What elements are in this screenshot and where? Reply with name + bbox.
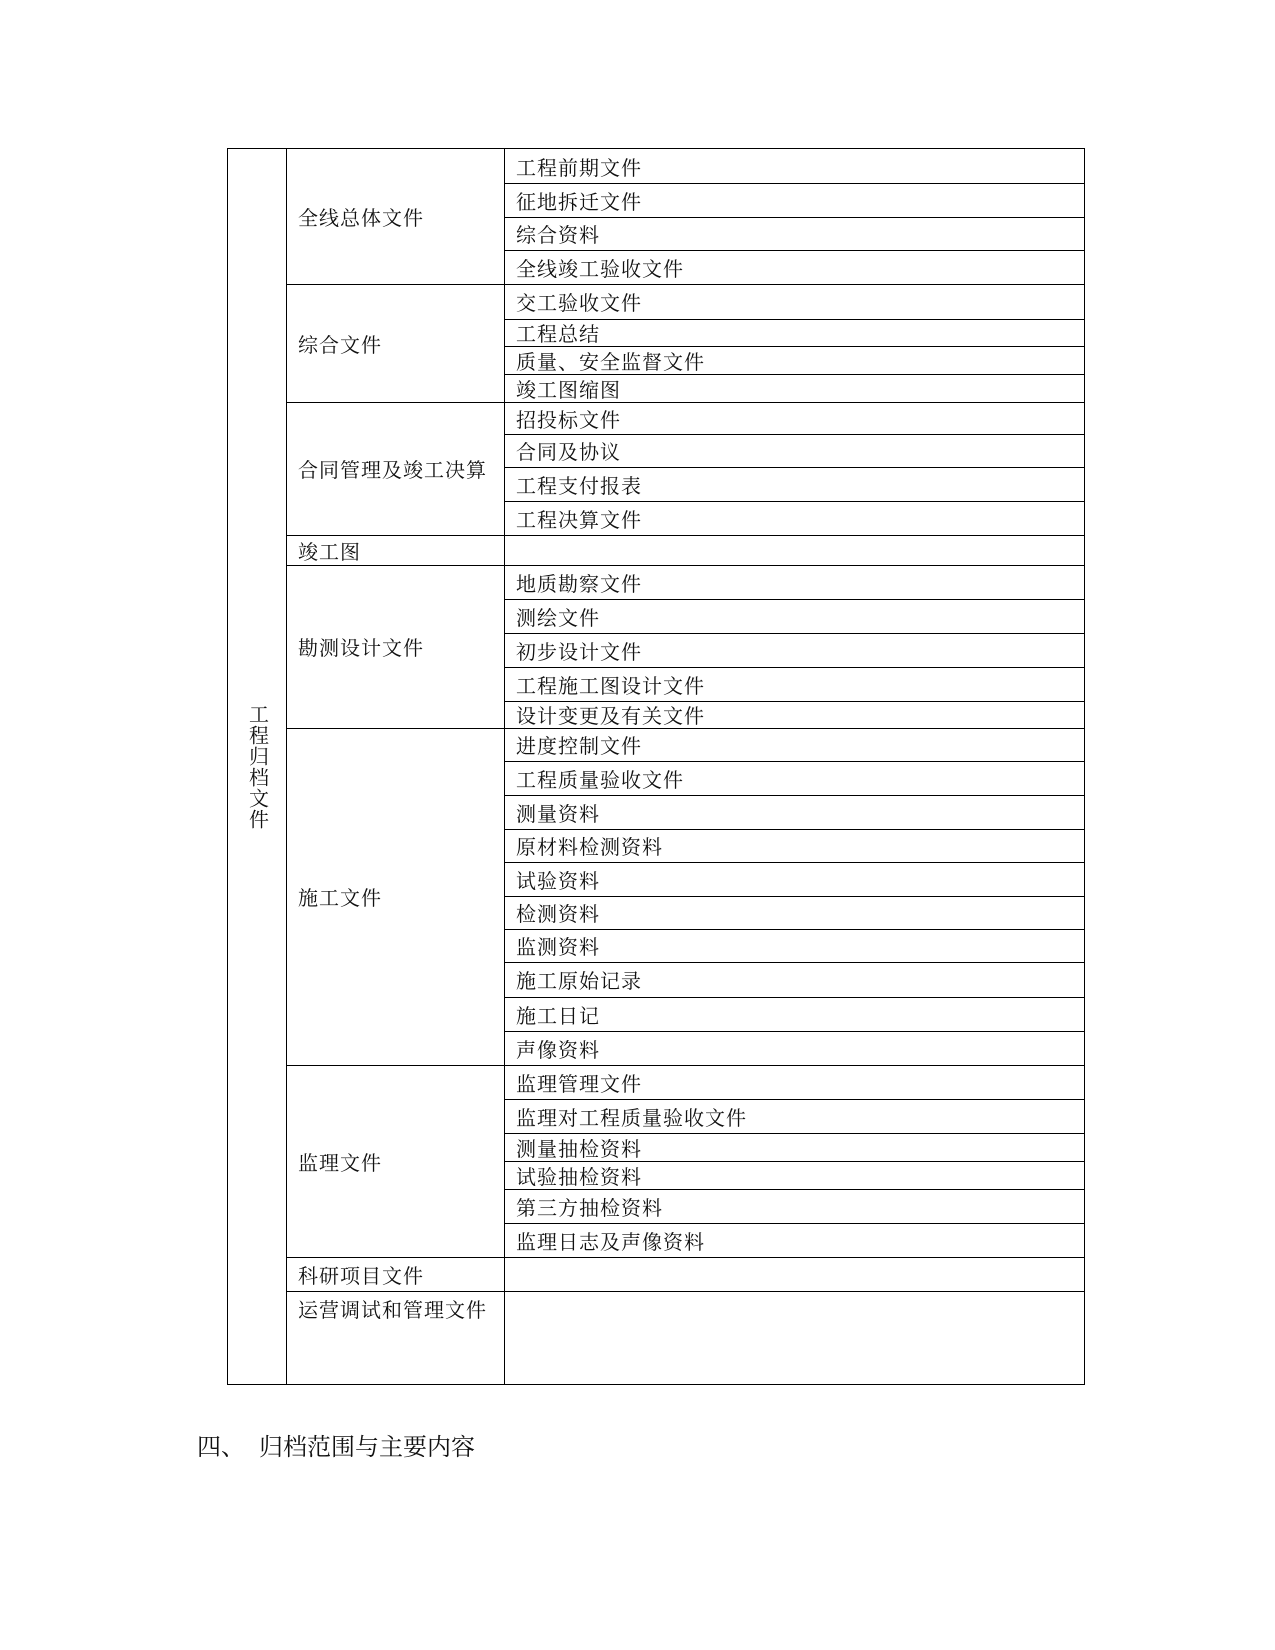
item-label: 原材料检测资料 <box>516 835 663 859</box>
item-cell <box>504 829 1084 862</box>
category-cell <box>286 284 504 402</box>
item-label: 综合资料 <box>516 223 600 247</box>
item-cell <box>504 183 1084 217</box>
item-cell <box>504 434 1084 467</box>
item-label: 地质勘察文件 <box>516 571 642 596</box>
archive-table <box>227 148 1085 1385</box>
item-label: 征地拆迁文件 <box>516 189 642 214</box>
item-label: 工程决算文件 <box>516 507 642 532</box>
item-label: 试验资料 <box>516 868 600 893</box>
item-label: 测绘文件 <box>516 605 600 630</box>
item-label: 第三方抽检资料 <box>516 1195 663 1220</box>
item-label: 监测资料 <box>516 935 600 959</box>
item-cell <box>504 1099 1084 1133</box>
item-label: 工程总结 <box>516 322 600 346</box>
item-label: 声像资料 <box>516 1037 600 1062</box>
item-label: 监理管理文件 <box>516 1071 642 1096</box>
category-cell <box>286 728 504 1065</box>
item-cell <box>504 962 1084 997</box>
section-title: 归档范围与主要内容 <box>259 1433 475 1461</box>
item-label: 质量、安全监督文件 <box>516 349 705 374</box>
category-label: 施工文件 <box>298 886 382 910</box>
category-label: 勘测设计文件 <box>298 636 424 660</box>
item-cell <box>504 701 1084 728</box>
item-cell <box>504 346 1084 374</box>
item-cell <box>504 284 1084 319</box>
item-cell <box>504 667 1084 701</box>
item-label: 工程前期文件 <box>516 155 642 180</box>
item-cell <box>504 1133 1084 1161</box>
item-label: 全线竣工验收文件 <box>516 256 684 281</box>
root-category-label: 工程归档文件 <box>245 703 270 830</box>
category-cell <box>286 535 504 565</box>
root-category-cell <box>228 149 288 1384</box>
category-label: 竣工图 <box>298 539 361 564</box>
category-label: 合同管理及竣工决算 <box>298 458 487 482</box>
item-label: 合同及协议 <box>516 440 621 464</box>
item-cell <box>504 862 1084 896</box>
item-cell <box>504 1223 1084 1257</box>
item-cell <box>504 1161 1084 1189</box>
category-cell <box>286 402 504 535</box>
item-cell <box>504 1031 1084 1065</box>
category-cell <box>286 1291 504 1326</box>
item-cell <box>504 633 1084 667</box>
item-label: 监理日志及声像资料 <box>516 1229 705 1254</box>
section-number: 四、 <box>197 1433 245 1461</box>
item-cell <box>504 929 1084 962</box>
item-label: 初步设计文件 <box>516 639 642 664</box>
item-cell <box>504 319 1084 346</box>
item-cell <box>504 1189 1084 1223</box>
category-label: 监理文件 <box>298 1150 382 1175</box>
item-cell <box>504 565 1084 599</box>
item-label: 测量抽检资料 <box>516 1136 642 1161</box>
category-label: 科研项目文件 <box>298 1263 424 1288</box>
item-cell <box>504 1257 1084 1291</box>
category-cell <box>286 1065 504 1257</box>
item-cell <box>504 467 1084 501</box>
item-cell <box>504 250 1084 284</box>
category-cell <box>286 565 504 728</box>
item-cell <box>504 149 1084 183</box>
item-label: 试验抽检资料 <box>516 1164 642 1189</box>
category-cell <box>286 1257 504 1291</box>
item-label: 交工验收文件 <box>516 291 642 315</box>
category-label: 综合文件 <box>298 332 382 357</box>
item-cell <box>504 1065 1084 1099</box>
item-cell <box>504 795 1084 829</box>
item-label: 施工原始记录 <box>516 969 642 993</box>
item-cell <box>504 896 1084 929</box>
item-label: 竣工图缩图 <box>516 377 621 402</box>
item-label: 进度控制文件 <box>516 734 642 758</box>
item-label: 设计变更及有关文件 <box>516 704 705 728</box>
item-cell <box>504 997 1084 1031</box>
item-cell <box>504 402 1084 434</box>
item-cell <box>504 1291 1084 1326</box>
item-cell <box>504 535 1084 565</box>
category-cell <box>286 149 504 284</box>
item-cell <box>504 374 1084 402</box>
item-cell <box>504 761 1084 795</box>
item-label: 施工日记 <box>516 1003 600 1028</box>
item-cell <box>504 217 1084 250</box>
item-label: 测量资料 <box>516 801 600 826</box>
item-label: 监理对工程质量验收文件 <box>516 1105 747 1130</box>
item-label: 工程支付报表 <box>516 473 642 498</box>
item-cell <box>504 599 1084 633</box>
category-label: 全线总体文件 <box>298 206 424 230</box>
item-cell <box>504 501 1084 535</box>
item-label: 工程质量验收文件 <box>516 767 684 792</box>
item-label: 检测资料 <box>516 902 600 926</box>
section-heading <box>197 1427 475 1462</box>
item-label: 招投标文件 <box>516 407 621 432</box>
item-cell <box>504 728 1084 761</box>
item-label: 工程施工图设计文件 <box>516 673 705 698</box>
category-label: 运营调试和管理文件 <box>298 1298 487 1322</box>
